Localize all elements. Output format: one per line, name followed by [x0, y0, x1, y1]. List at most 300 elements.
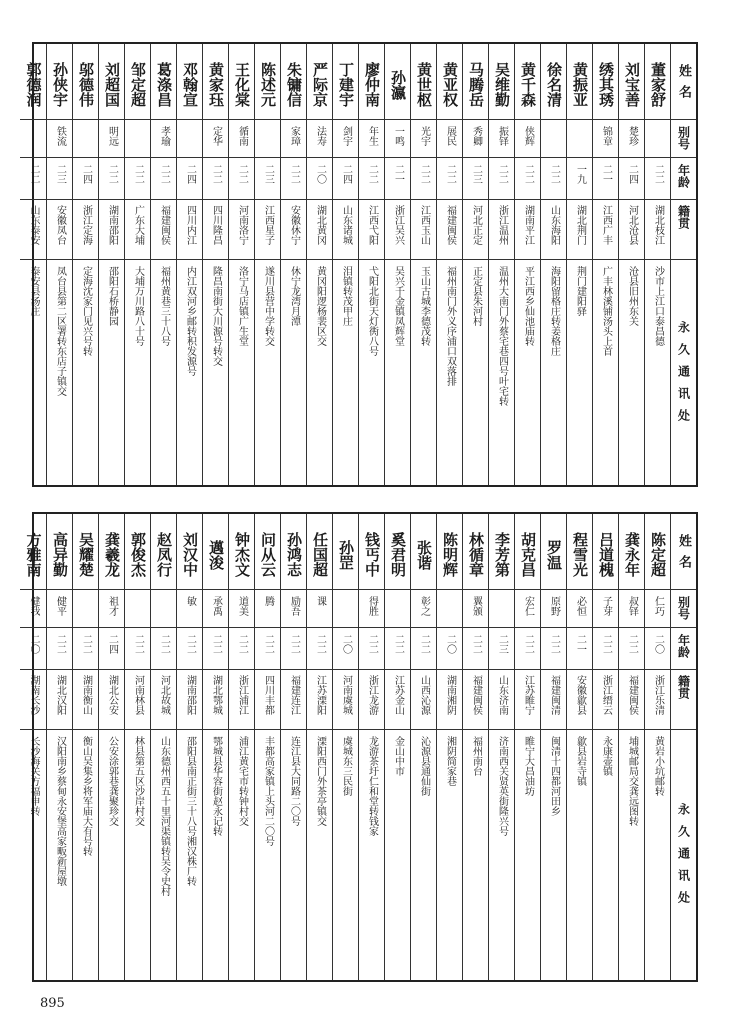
person-age-text: 二〇: [340, 634, 352, 654]
person-address-text: 吴兴千金镇凤辉堂: [392, 266, 404, 346]
header-native-place: [671, 670, 696, 730]
person-name-text: 赵凤行: [155, 532, 173, 577]
person-alias: [307, 590, 332, 628]
person-record: [228, 44, 254, 485]
person-address: [333, 260, 358, 485]
person-age-text: 二四: [340, 164, 352, 184]
person-native-place: [645, 200, 670, 260]
person-native-place: [541, 670, 566, 730]
person-record: [358, 44, 384, 485]
person-name: [411, 514, 436, 590]
person-age-text: 二四: [626, 164, 638, 184]
person-age-text: 二二: [366, 634, 378, 654]
person-address-text: 内江双河乡邮转积发源号: [184, 266, 196, 376]
person-age: [515, 628, 540, 670]
person-alias-text: 一鸣: [392, 126, 404, 146]
person-name-text: 邹定超: [129, 62, 147, 107]
person-address: [99, 260, 124, 485]
person-native-place-text: 江苏溧阳: [314, 675, 326, 715]
person-alias: [20, 120, 46, 158]
person-name: [255, 44, 280, 120]
person-alias: [437, 590, 462, 628]
person-age-text: 二〇: [314, 164, 326, 184]
person-native-place-text: 湖南湘阴: [444, 675, 456, 715]
person-age: [541, 628, 566, 670]
person-record: [462, 44, 488, 485]
person-alias-text: 道美: [236, 596, 248, 616]
header-alias: [671, 590, 696, 628]
person-native-place-text: 浙江定海: [80, 205, 92, 245]
person-address-text: 定海沈家门见兴号转: [80, 266, 92, 356]
person-age-text: 二二: [626, 634, 638, 654]
person-native-place: [385, 200, 410, 260]
person-native-place: [489, 200, 514, 260]
person-alias-text: 侠辉: [522, 126, 534, 146]
person-address-text: 长沙海关方福申转: [28, 736, 39, 816]
person-address-text: 沙市上江口泰昌德: [652, 266, 664, 346]
person-address-text: 湘阴简家巷: [444, 736, 456, 786]
person-record: [436, 44, 462, 485]
person-native-place: [203, 670, 228, 730]
person-name: [385, 514, 410, 590]
header-alias-text: 别号: [676, 596, 691, 620]
header-age: [671, 628, 696, 670]
person-alias-text: 祖才: [106, 596, 118, 616]
person-alias: [385, 590, 410, 628]
person-address: [99, 730, 124, 980]
person-native-place: [411, 200, 436, 260]
person-age-text: 二三: [470, 164, 482, 184]
person-native-place-text: 河南虞城: [340, 675, 352, 715]
person-age-text: 二四: [184, 164, 196, 184]
person-native-place: [255, 670, 280, 730]
person-name-text: 吴耀楚: [77, 532, 95, 577]
person-age: [229, 628, 254, 670]
person-alias-text: 腾: [262, 596, 274, 606]
person-name: [203, 514, 228, 590]
person-address-text: 连江县大同路二〇号: [288, 736, 300, 826]
person-alias: [411, 590, 436, 628]
person-name: [489, 44, 514, 120]
person-native-place: [20, 670, 46, 730]
directory-table-bottom: [24, 512, 698, 982]
person-address-text: 海阳留格庄转姜格庄: [548, 266, 560, 356]
person-native-place-text: 福建闽侯: [444, 205, 456, 245]
person-name: [333, 44, 358, 120]
person-name: [593, 44, 618, 120]
person-address: [177, 260, 202, 485]
person-name-text: 马腾岳: [467, 62, 485, 107]
person-record: [358, 514, 384, 980]
person-native-place-text: 湖南衡山: [80, 675, 92, 715]
person-native-place: [99, 200, 124, 260]
person-native-place: [333, 200, 358, 260]
person-record: [72, 44, 98, 485]
person-record: [46, 44, 72, 485]
person-age: [411, 628, 436, 670]
person-native-place-text: 浙江乐清: [652, 675, 664, 715]
person-record: [540, 514, 566, 980]
person-age-text: 二二: [392, 634, 404, 654]
person-address: [177, 730, 202, 980]
person-alias: [359, 590, 384, 628]
person-record: [72, 514, 98, 980]
person-native-place-text: 浙江浦江: [236, 675, 248, 715]
person-age: [73, 628, 98, 670]
person-native-place-text: 安徽休宁: [288, 205, 300, 245]
person-alias: [281, 590, 306, 628]
header-alias-text: 别号: [676, 126, 691, 150]
person-native-place: [515, 670, 540, 730]
person-address-text: 福州南台: [470, 736, 482, 776]
person-address-text: 永康壶镇: [600, 736, 612, 776]
person-age: [281, 628, 306, 670]
person-native-place: [411, 670, 436, 730]
person-age-text: 二三: [496, 634, 508, 654]
person-record: [384, 514, 410, 980]
person-native-place: [645, 670, 670, 730]
person-address: [281, 260, 306, 485]
person-record: [592, 514, 618, 980]
person-address-text: 温州大南门外蔡宅巷四号叶宅转: [496, 266, 508, 406]
person-native-place-text: 江西广丰: [600, 205, 612, 245]
person-age: [255, 628, 280, 670]
person-age: [281, 158, 306, 200]
person-native-place-text: 广东大埔: [132, 205, 144, 245]
person-address: [255, 260, 280, 485]
person-native-place: [99, 670, 124, 730]
person-address-text: 林县第五区沙岸村交: [132, 736, 144, 826]
person-name: [567, 514, 592, 590]
person-alias-text: 原野: [548, 596, 560, 616]
person-age: [645, 628, 670, 670]
person-name: [463, 44, 488, 120]
person-native-place-text: 四川内江: [184, 205, 196, 245]
person-name: [515, 514, 540, 590]
person-native-place: [437, 200, 462, 260]
person-address: [73, 730, 98, 980]
person-age: [567, 628, 592, 670]
person-record: [98, 44, 124, 485]
person-age-text: 二二: [210, 164, 222, 184]
person-address-text: 埔城邮局交龚远图转: [626, 736, 638, 826]
person-record: [306, 514, 332, 980]
person-age: [437, 628, 462, 670]
person-address: [333, 730, 358, 980]
person-native-place: [567, 670, 592, 730]
person-alias: [255, 120, 280, 158]
person-age-text: 二二: [418, 164, 430, 184]
person-name-text: 方雅南: [24, 532, 43, 577]
person-record: [150, 44, 176, 485]
person-address-text: 浦江黄宅市转钟村交: [236, 736, 248, 826]
person-record: [540, 44, 566, 485]
person-native-place: [463, 670, 488, 730]
person-alias: [567, 120, 592, 158]
person-age: [151, 158, 176, 200]
person-name: [177, 514, 202, 590]
person-address: [307, 730, 332, 980]
person-age: [229, 158, 254, 200]
person-age: [151, 628, 176, 670]
person-native-place-text: 浙江龙游: [366, 675, 378, 715]
person-record: [202, 514, 228, 980]
person-age: [359, 158, 384, 200]
person-name-text: 孙罡: [337, 539, 355, 570]
person-name-text: 严际京: [311, 62, 329, 107]
person-native-place: [307, 670, 332, 730]
person-record: [462, 514, 488, 980]
person-address-text: 泰安县汤庄: [28, 266, 39, 316]
person-age-text: 二二: [210, 634, 222, 654]
person-native-place-text: 浙江温州: [496, 205, 508, 245]
person-record: [410, 44, 436, 485]
person-name-text: 钱丐中: [363, 532, 381, 577]
person-native-place: [281, 670, 306, 730]
person-native-place: [281, 200, 306, 260]
header-permanent-address-text: 永久通讯处: [676, 320, 691, 431]
person-name-text: 黄家珏: [207, 62, 225, 107]
person-alias: [515, 590, 540, 628]
person-name: [125, 44, 150, 120]
person-age: [177, 628, 202, 670]
person-name: [567, 44, 592, 120]
person-name: [177, 44, 202, 120]
person-name-text: 刘汉中: [181, 532, 199, 577]
person-age-text: 二一: [600, 164, 612, 184]
person-native-place-text: 山东济南: [496, 675, 508, 715]
person-address-text: 凤台县第二区署转东店子镇交: [54, 266, 66, 396]
person-native-place-text: 湖北鄂城: [210, 675, 222, 715]
person-address: [541, 730, 566, 980]
person-age-text: 二二: [106, 164, 118, 184]
person-record: [566, 514, 592, 980]
page-number: 895: [40, 996, 65, 1011]
person-address: [125, 730, 150, 980]
person-name-text: 黄亚权: [441, 62, 459, 107]
person-record: [644, 514, 670, 980]
person-name: [463, 514, 488, 590]
person-address-text: 虞城东三民街: [340, 736, 352, 796]
person-name-text: 陈明辉: [441, 532, 459, 577]
person-name-text: 林循章: [467, 532, 485, 577]
person-alias-text: 定华: [210, 126, 222, 146]
person-name-text: 龚永年: [623, 532, 641, 577]
person-address: [125, 260, 150, 485]
header-name: [671, 514, 696, 590]
person-alias-text: 仁巧: [652, 596, 664, 616]
person-native-place: [567, 200, 592, 260]
person-native-place: [593, 200, 618, 260]
person-age: [411, 158, 436, 200]
person-record: [618, 514, 644, 980]
person-alias: [645, 120, 670, 158]
person-native-place-text: 河南林县: [132, 675, 144, 715]
person-name: [99, 44, 124, 120]
person-address-text: 龙游茶圩仁和堂转钱家: [366, 736, 378, 836]
person-name-text: 龚羲龙: [103, 532, 121, 577]
person-native-place-text: 湖北公安: [106, 675, 118, 715]
person-alias: [125, 590, 150, 628]
person-address-text: 金山中市: [392, 736, 404, 776]
person-alias-text: 敏: [184, 596, 196, 606]
person-alias: [463, 120, 488, 158]
person-record: [488, 44, 514, 485]
person-age-text: 二二: [444, 164, 456, 184]
person-address: [385, 730, 410, 980]
person-record: [124, 44, 150, 485]
person-alias: [541, 590, 566, 628]
person-age-text: 二二: [314, 634, 326, 654]
person-alias: [437, 120, 462, 158]
person-record: [150, 514, 176, 980]
person-address: [567, 730, 592, 980]
person-address: [437, 260, 462, 485]
person-address-text: 弋阳北街天灯衖八号: [366, 266, 378, 356]
person-address-text: 邵阳石桥静园: [106, 266, 118, 326]
person-address: [489, 260, 514, 485]
person-native-place-text: 河北沧县: [626, 205, 638, 245]
person-native-place-text: 四川丰都: [262, 675, 274, 715]
person-address: [229, 730, 254, 980]
person-address-text: 广丰林溪铺汤头上首: [600, 266, 612, 356]
person-age-text: 二三: [54, 164, 66, 184]
person-name: [541, 514, 566, 590]
person-native-place: [125, 200, 150, 260]
person-age: [255, 158, 280, 200]
person-address: [541, 260, 566, 485]
person-address: [489, 730, 514, 980]
person-address: [463, 260, 488, 485]
person-name: [229, 514, 254, 590]
person-alias: [47, 120, 72, 158]
person-alias-text: 展民: [444, 126, 456, 146]
person-name-text: 郭德润: [24, 62, 43, 107]
person-name: [99, 514, 124, 590]
person-name: [73, 514, 98, 590]
person-name-text: 张谐: [415, 539, 433, 570]
person-address: [47, 730, 72, 980]
header-column: [670, 514, 696, 980]
person-record: [254, 514, 280, 980]
person-address-text: 沧县旧州东关: [626, 266, 638, 326]
person-native-place-text: 河北故城: [158, 675, 170, 715]
person-address: [619, 730, 644, 980]
person-alias-text: 锦章: [600, 126, 612, 146]
person-address-text: 沁源县通仙街: [418, 736, 430, 796]
person-address: [229, 260, 254, 485]
person-age: [463, 158, 488, 200]
person-age: [333, 628, 358, 670]
person-alias: [489, 120, 514, 158]
person-name-text: 刘超国: [103, 62, 121, 107]
person-age-text: 二〇: [652, 634, 664, 654]
person-native-place-text: 福建闽侯: [158, 205, 170, 245]
person-name-text: 吴维勤: [493, 62, 511, 107]
person-name-text: 钟杰文: [233, 532, 251, 577]
person-age: [73, 158, 98, 200]
person-age: [125, 628, 150, 670]
person-native-place-text: 福建连江: [288, 675, 300, 715]
person-age: [359, 628, 384, 670]
person-address-text: 正定县朱河村: [470, 266, 482, 326]
person-age: [567, 158, 592, 200]
person-name: [333, 514, 358, 590]
person-address-text: 玉山古城李德茂转: [418, 266, 430, 346]
person-address: [411, 260, 436, 485]
person-name-text: 罗温: [545, 539, 563, 570]
person-native-place-text: 河北正定: [470, 205, 482, 245]
person-age-text: 二二: [366, 164, 378, 184]
person-address: [359, 730, 384, 980]
person-name-text: 吕道槐: [597, 532, 615, 577]
person-record: [384, 44, 410, 485]
person-record: [410, 514, 436, 980]
person-native-place: [385, 670, 410, 730]
person-address: [645, 730, 670, 980]
person-name-text: 廖仲南: [363, 62, 381, 107]
person-native-place: [593, 670, 618, 730]
header-native-place-text: 籍贯: [676, 675, 691, 699]
person-age: [307, 628, 332, 670]
person-record: [332, 44, 358, 485]
person-native-place-text: 山东泰安: [28, 205, 39, 245]
person-name: [255, 514, 280, 590]
person-record: [124, 514, 150, 980]
person-address-text: 黄岩小坑邮转: [652, 736, 664, 796]
person-record: [20, 514, 46, 980]
person-native-place: [619, 670, 644, 730]
person-alias: [515, 120, 540, 158]
person-address: [463, 730, 488, 980]
person-name: [437, 44, 462, 120]
person-name: [541, 44, 566, 120]
person-alias-text: 铁流: [54, 126, 66, 146]
person-address-text: 济南西关贤英街隆兴号: [496, 736, 508, 836]
person-address: [359, 260, 384, 485]
person-record: [228, 514, 254, 980]
person-native-place: [125, 670, 150, 730]
person-alias-text: 励吾: [288, 596, 300, 616]
person-name-text: 葛涤昌: [155, 62, 173, 107]
person-alias: [281, 120, 306, 158]
person-age-text: 二二: [288, 634, 300, 654]
person-native-place: [619, 200, 644, 260]
person-native-place-text: 湖北黄冈: [314, 205, 326, 245]
person-native-place: [515, 200, 540, 260]
header-name: [671, 44, 696, 120]
person-address-text: 山东德州西五十里河渠镇转吴令史村: [158, 736, 170, 896]
person-alias: [20, 590, 46, 628]
person-native-place: [463, 200, 488, 260]
header-permanent-address: [671, 730, 696, 980]
person-alias: [229, 590, 254, 628]
person-alias: [411, 120, 436, 158]
person-record: [592, 44, 618, 485]
person-address: [593, 260, 618, 485]
header-age-text: 年龄: [676, 634, 691, 658]
person-alias: [229, 120, 254, 158]
person-native-place-text: 山西沁源: [418, 675, 430, 715]
person-address-text: 泪镇转茂甲庄: [340, 266, 352, 326]
person-name: [151, 44, 176, 120]
person-name: [73, 44, 98, 120]
person-address: [619, 260, 644, 485]
person-native-place-text: 福建闽侯: [626, 675, 638, 715]
person-alias: [619, 590, 644, 628]
person-address: [645, 260, 670, 485]
person-alias-text: 秀卿: [470, 126, 482, 146]
